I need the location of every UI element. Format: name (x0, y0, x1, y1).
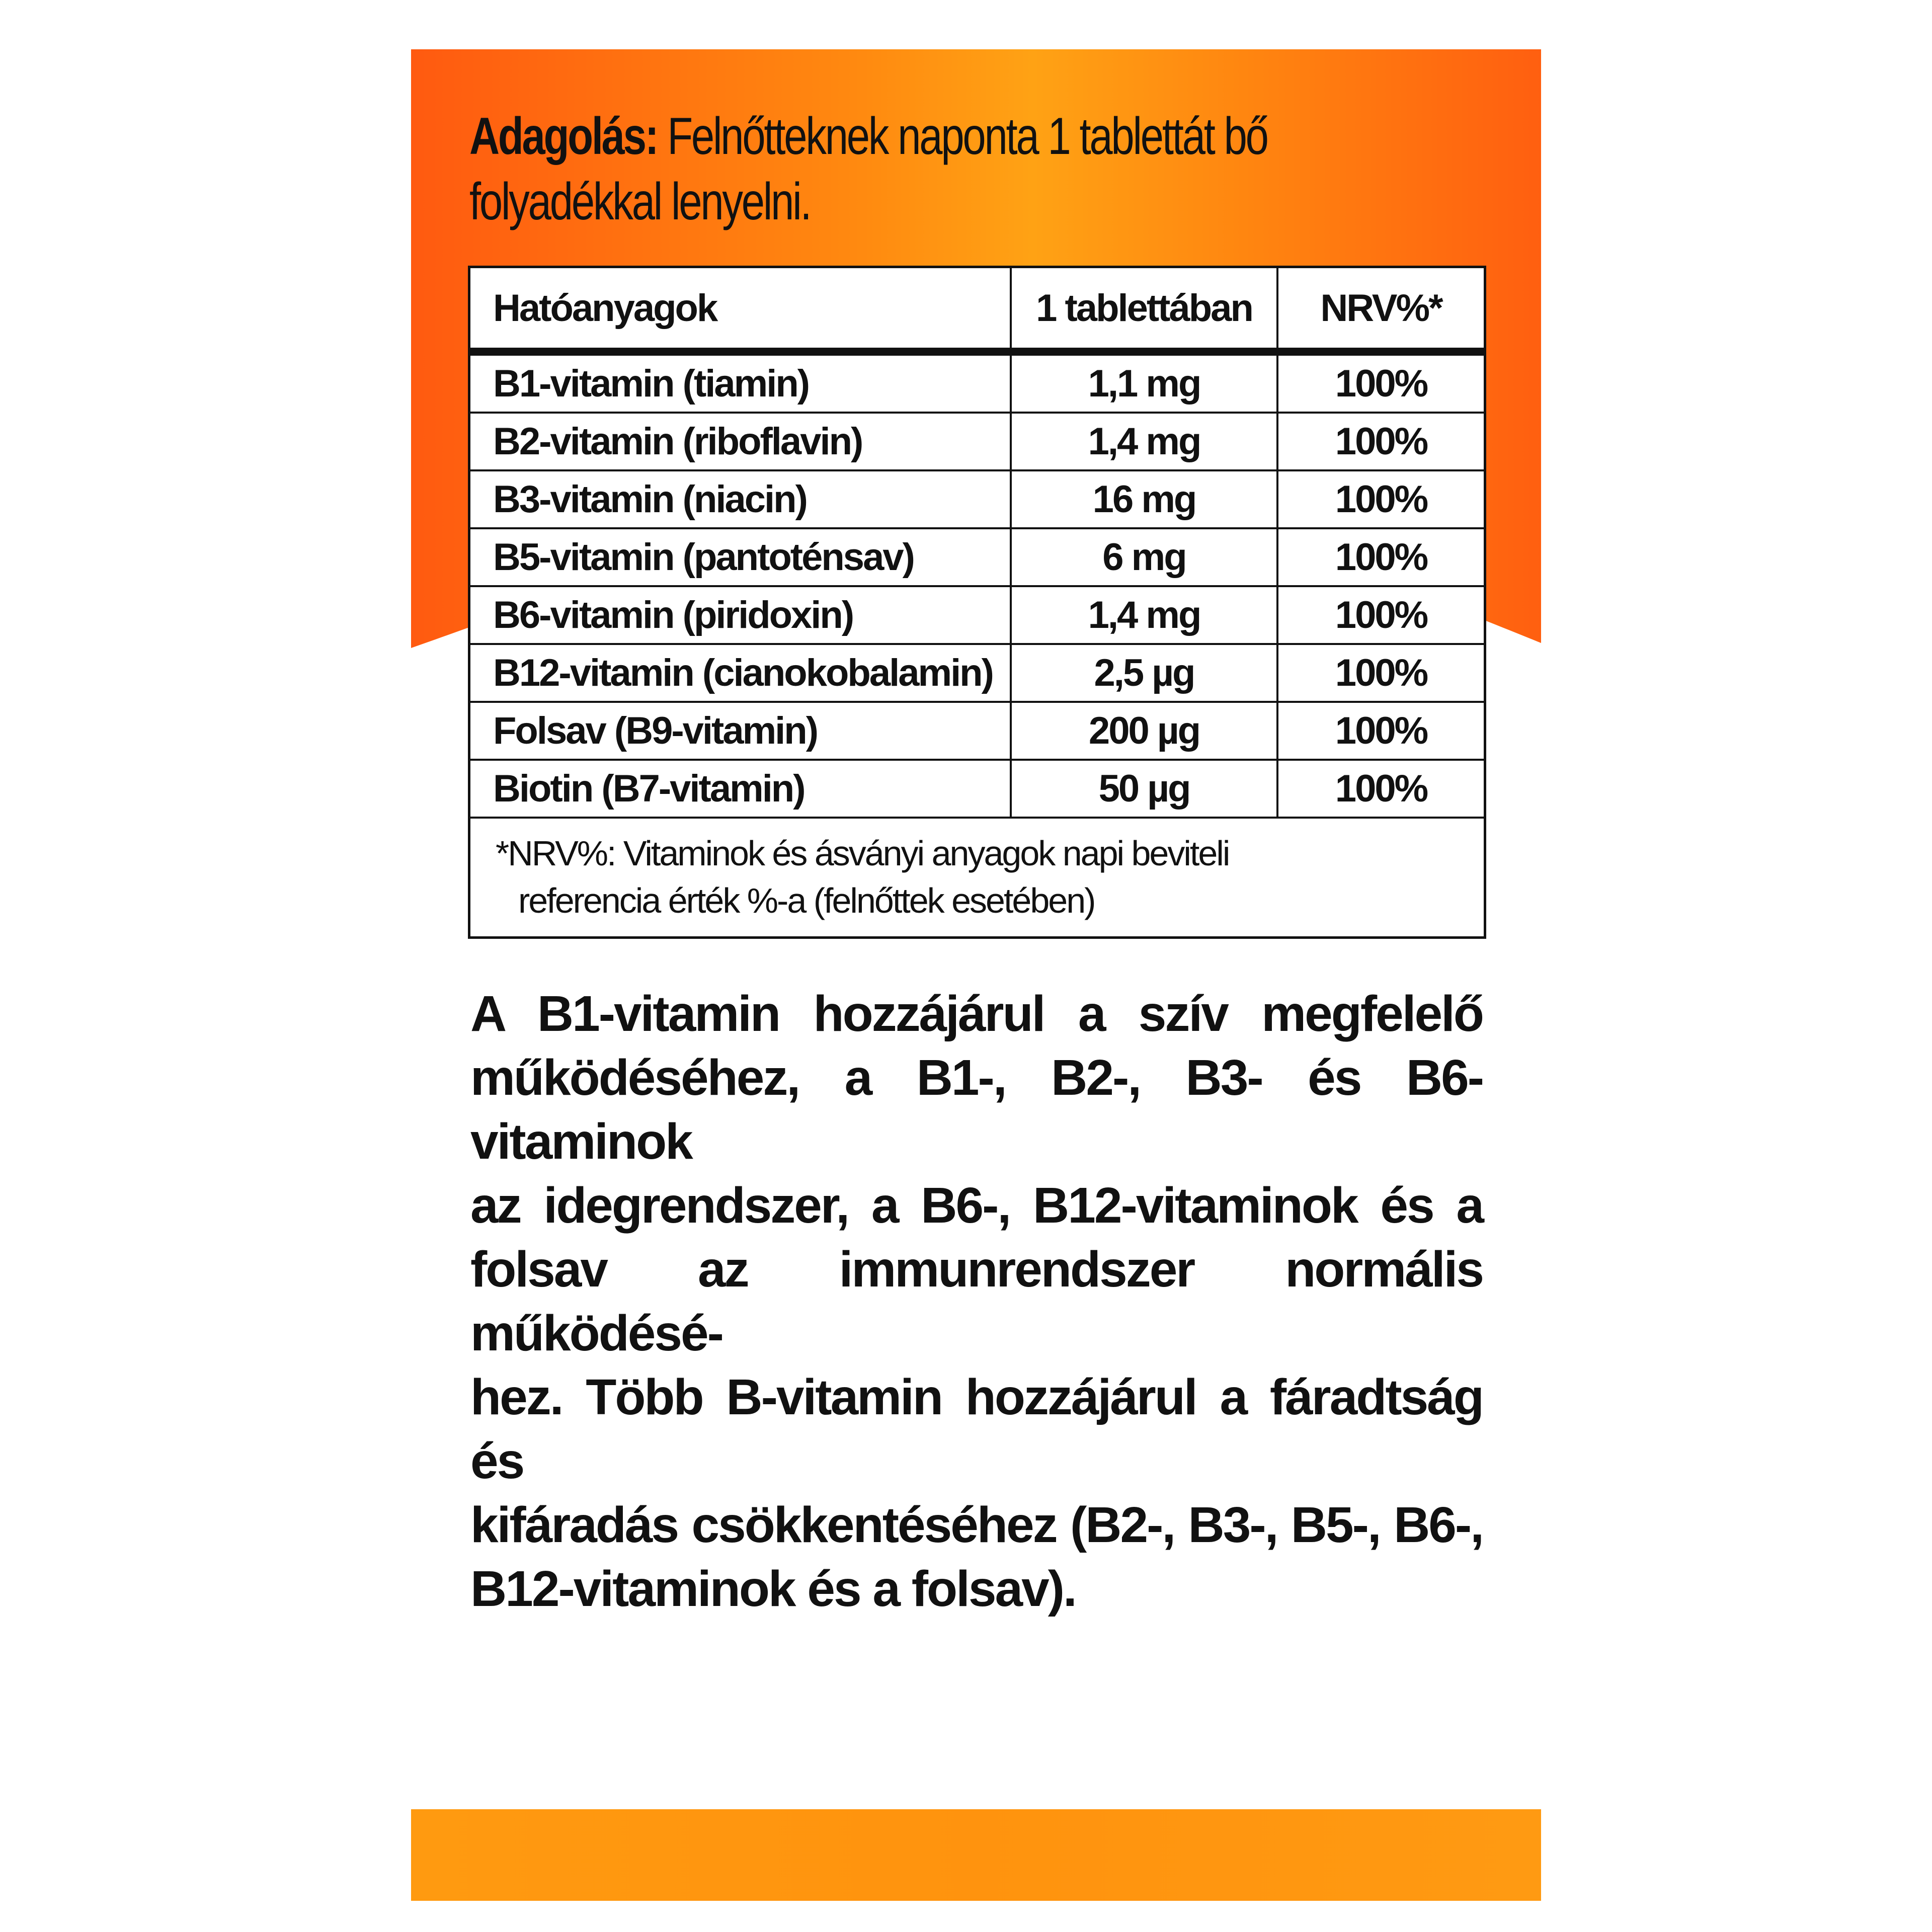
ingredient-amount: 200 µg (1012, 703, 1278, 759)
header-ingredients: Hatóanyagok (470, 268, 1012, 348)
claim-line: B12-vitaminok és a folsav). (470, 1561, 1076, 1617)
label-panel (411, 49, 1541, 1901)
ingredient-amount: 1,4 mg (1012, 414, 1278, 469)
ingredient-nrv: 100% (1335, 594, 1427, 636)
ingredient-name: B6-vitamin (piridoxin) (470, 587, 1012, 643)
table-row (470, 587, 1484, 645)
ingredient-amount: 1,1 mg (1012, 356, 1278, 412)
table-row (470, 529, 1484, 587)
claim-line: működéséhez, a B1-, B2-, B3- és B6-vitaminok (470, 1050, 1483, 1170)
claim-line: A B1-vitamin hozzájárul a szív megfelelő (470, 986, 1483, 1042)
ingredient-name: B3-vitamin (niacin) (470, 471, 1012, 527)
nutrition-table (468, 266, 1486, 939)
dosage-text-line1: Felnőtteknek naponta 1 tablettát bő (667, 107, 1267, 166)
dosage-text-line2: folyadékkal lenyelni. (469, 173, 811, 231)
ingredient-amount: 1,4 mg (1012, 587, 1278, 643)
ingredient-nrv: 100% (1335, 767, 1427, 810)
table-row (470, 414, 1484, 471)
ingredient-name: B1-vitamin (tiamin) (470, 356, 1012, 412)
claim-line: folsav az immunrendszer normális működésé- (470, 1241, 1483, 1361)
ingredient-amount: 6 mg (1012, 529, 1278, 585)
nrv-footnote (470, 819, 1484, 936)
health-claims (470, 982, 1483, 1621)
ingredient-amount: 16 mg (1012, 471, 1278, 527)
dosage-label: Adagolás: (469, 107, 658, 166)
dosage-instructions (469, 104, 1476, 234)
ingredient-name: B12-vitamin (cianokobalamin) (470, 645, 1012, 701)
ingredient-name: Biotin (B7-vitamin) (470, 761, 1012, 817)
ingredient-nrv: 100% (1335, 652, 1427, 694)
table-row (470, 645, 1484, 703)
table-row (470, 761, 1484, 819)
claim-line: hez. Több B-vitamin hozzájárul a fáradtság és (470, 1369, 1483, 1489)
table-row (470, 471, 1484, 529)
claim-line: kifáradás csökkentéséhez (B2-, B3-, B5-, B6-, (470, 1497, 1483, 1553)
bottom-orange-band (411, 1809, 1541, 1901)
ingredient-nrv: 100% (1335, 478, 1427, 521)
ingredient-amount: 50 µg (1012, 761, 1278, 817)
ingredient-name: B5-vitamin (pantoténsav) (470, 529, 1012, 585)
header-per-tablet: 1 tablettában (1012, 268, 1278, 348)
ingredient-amount: 2,5 µg (1012, 645, 1278, 701)
ingredient-nrv: 100% (1335, 536, 1427, 579)
ingredient-nrv: 100% (1335, 362, 1427, 405)
table-header-row (470, 268, 1484, 356)
ingredient-name: Folsav (B9-vitamin) (470, 703, 1012, 759)
table-row (470, 356, 1484, 414)
footnote-line2: referencia érték %-a (felnőttek esetében) (518, 881, 1095, 920)
claim-line: az idegrendszer, a B6-, B12-vitaminok és a (470, 1177, 1483, 1234)
ingredient-name: B2-vitamin (riboflavin) (470, 414, 1012, 469)
header-nrv: NRV%* (1320, 286, 1442, 330)
table-row (470, 703, 1484, 761)
footnote-line1: *NRV%: Vitaminok és ásványi anyagok napi beviteli (496, 834, 1229, 873)
ingredient-nrv: 100% (1335, 709, 1427, 752)
ingredient-nrv: 100% (1335, 420, 1427, 463)
